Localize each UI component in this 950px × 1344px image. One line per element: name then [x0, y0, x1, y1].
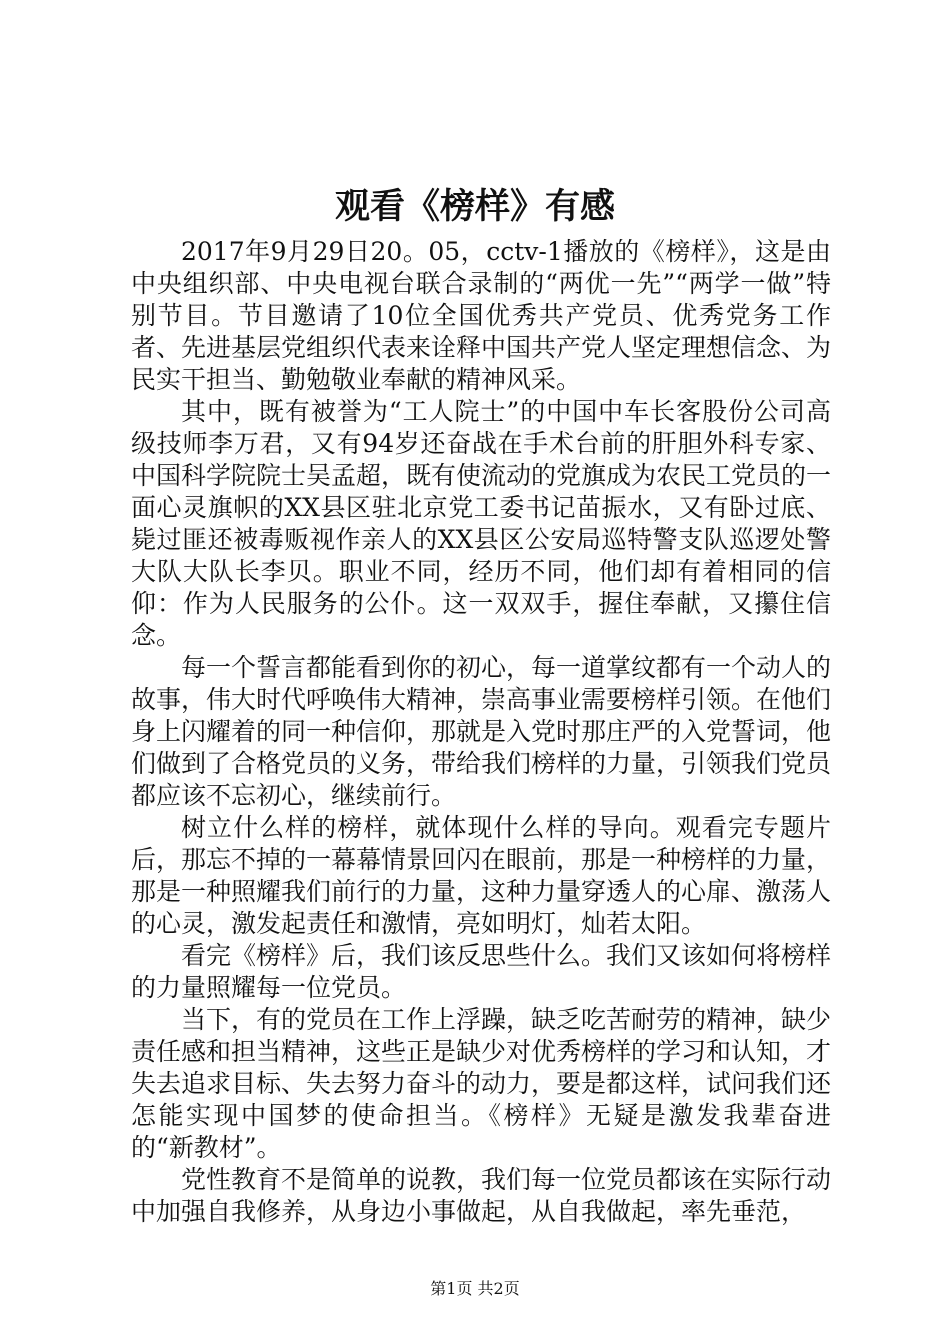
document-title: 观看《榜样》有感	[334, 186, 615, 227]
paragraph-2: 其中，既有被誉为“工人院士”的中国中车长客股份公司高级技师李万君，又有94岁还奋战在手术台前的肝胆外科专家、中国科学院院士吴孟超，既有使流动的党旗成为农民工党员的一面心灵旗帜的XX县区驻北京党工委书记苗振水，又有卧过底、毙过匪还被毒贩视作亲人的XX县区公安局巡特警支队巡逻处警大队大队长李贝。职业不同，经历不同，他们却有着相同的信仰：作为人民服务的公仆。这一双双手，握住奉献，又攥住信念。	[131, 397, 832, 650]
page-footer: 第1页 共2页	[430, 1279, 520, 1298]
paragraph-7: 党性教育不是简单的说教，我们每一位党员都该在实际行动中加强自我修养，从身边小事做起，从自我做起，率先垂范，	[131, 1165, 832, 1226]
document-body	[131, 236, 831, 1228]
paragraph-6: 当下，有的党员在工作上浮躁，缺乏吃苦耐劳的精神，缺少责任感和担当精神，这些正是缺少对优秀榜样的学习和认知，才失去追求目标、失去努力奋斗的动力，要是都这样，试问我们还怎能实现中国梦的使命担当。《榜样》无疑是激发我辈奋进的“新教材”。	[131, 1005, 832, 1162]
paragraph-3: 每一个誓言都能看到你的初心，每一道掌纹都有一个动人的故事，伟大时代呼唤伟大精神，崇高事业需要榜样引领。在他们身上闪耀着的同一种信仰，那就是入党时那庄严的入党誓词，他们做到了合格党员的义务，带给我们榜样的力量，引领我们党员都应该不忘初心，继续前行。	[131, 653, 832, 810]
paragraph-1: 2017年9月29日20。05，cctv-1播放的《榜样》，这是由中央组织部、中央电视台联合录制的“两优一先”“两学一做”特别节目。节目邀请了10位全国优秀共产党员、优秀党务工作者、先进基层党组织代表来诠释中国共产党人坚定理想信念、为民实干担当、勤勉敬业奉献的精神风采。	[131, 237, 832, 394]
paragraph-4: 树立什么样的榜样，就体现什么样的导向。观看完专题片后，那忘不掉的一幕幕情景回闪在眼前，那是一种榜样的力量，那是一种照耀我们前行的力量，这种力量穿透人的心扉、激荡人的心灵，激发起责任和激情，亮如明灯，灿若太阳。	[131, 813, 832, 938]
paragraph-5: 看完《榜样》后，我们该反思些什么。我们又该如何将榜样的力量照耀每一位党员。	[131, 941, 832, 1002]
